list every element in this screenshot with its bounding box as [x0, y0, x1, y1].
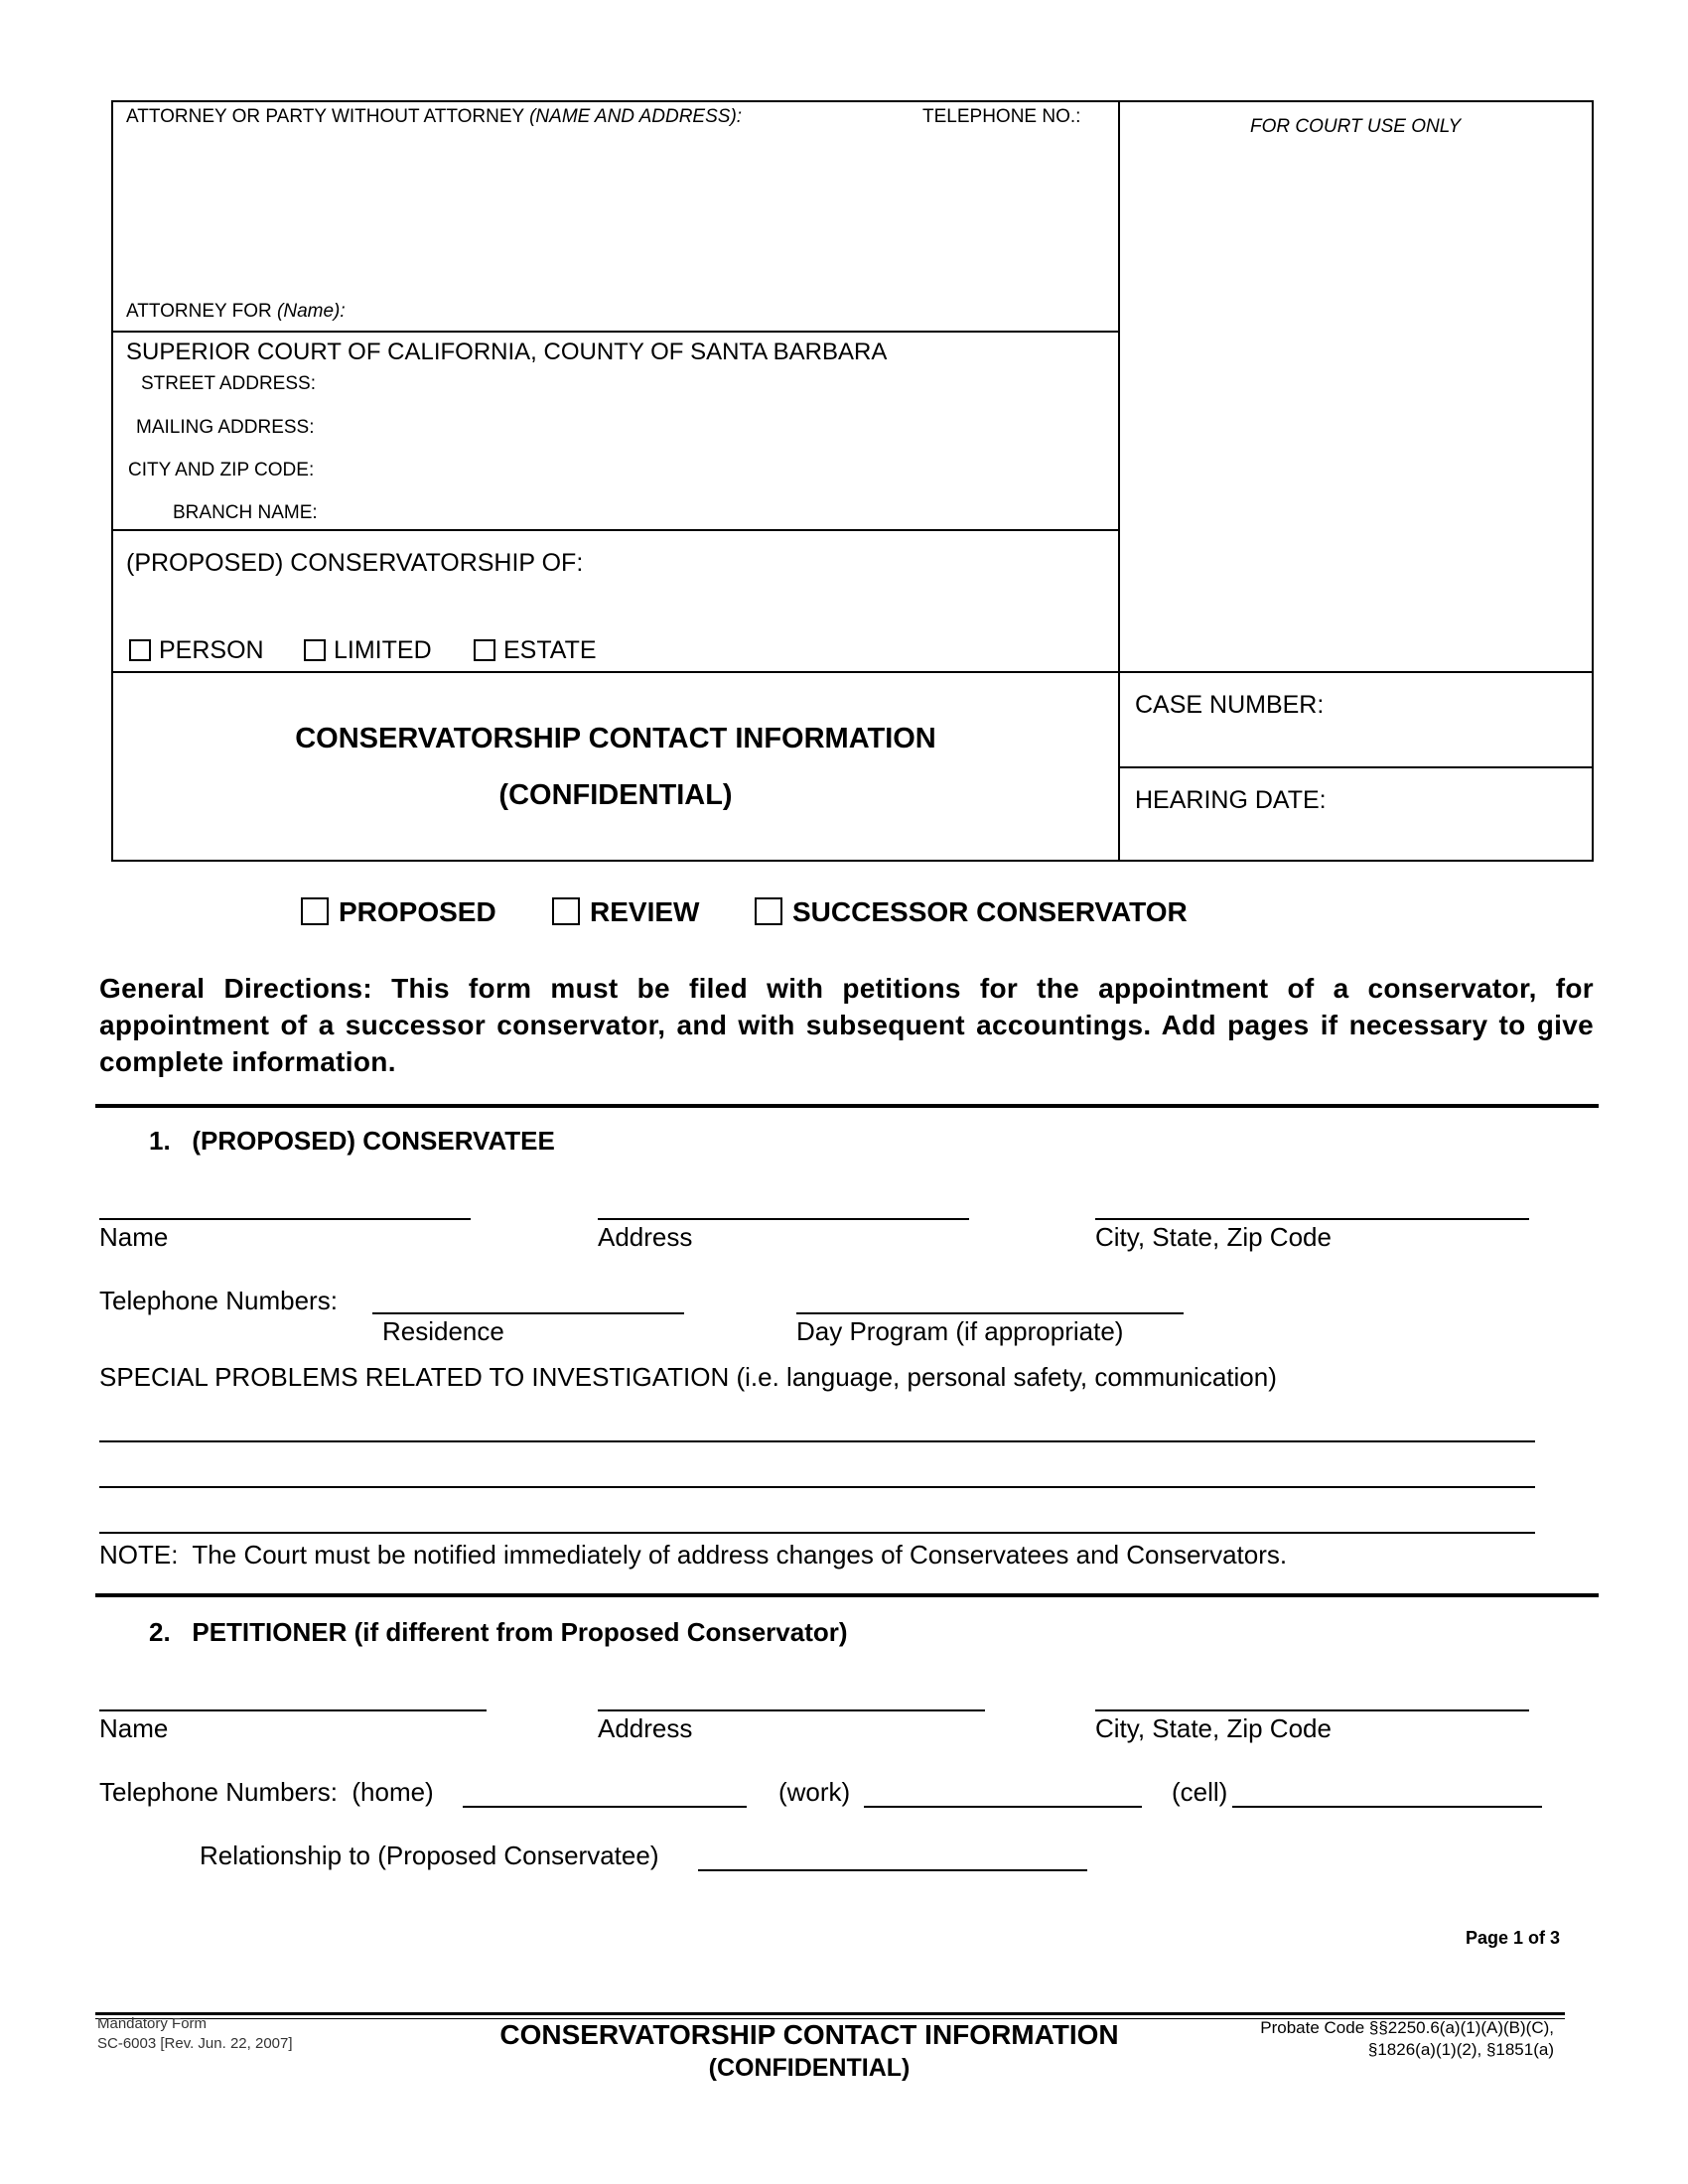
s2-city-label: City, State, Zip Code	[1095, 1713, 1332, 1743]
option-successor-box[interactable]	[755, 897, 782, 925]
checkbox-person-box[interactable]	[129, 639, 151, 661]
attorney-label	[126, 106, 742, 128]
hearing-date-label: HEARING DATE:	[1135, 786, 1327, 814]
street-address-label: STREET ADDRESS:	[141, 373, 316, 394]
footer-title-line1: CONSERVATORSHIP CONTACT INFORMATION	[499, 2019, 1119, 2050]
s1-name-line[interactable]	[99, 1218, 471, 1220]
option-proposed[interactable]	[301, 896, 496, 928]
telephone-label: TELEPHONE NO.:	[922, 106, 1081, 127]
s2-work-line[interactable]	[864, 1806, 1142, 1808]
title-box	[111, 671, 1120, 862]
probate-code-line1: Probate Code §§2250.6(a)(1)(A)(B)(C),	[1260, 2018, 1554, 2037]
case-number-label: CASE NUMBER:	[1135, 691, 1325, 719]
option-proposed-label: PROPOSED	[339, 896, 496, 927]
s1-special-line-3[interactable]	[99, 1532, 1535, 1534]
form-number: SC-6003 [Rev. Jun. 22, 2007]	[97, 2035, 293, 2052]
attorney-label-text: ATTORNEY OR PARTY WITHOUT ATTORNEY	[126, 106, 524, 127]
option-successor[interactable]	[755, 896, 1188, 928]
court-name: SUPERIOR COURT OF CALIFORNIA, COUNTY OF SANTA BARBARA	[126, 339, 888, 365]
option-review-box[interactable]	[552, 897, 580, 925]
checkbox-estate-label: ESTATE	[503, 636, 597, 664]
s2-telephone-label: Telephone Numbers: (home)	[99, 1777, 434, 1807]
s1-dayprogram-line[interactable]	[796, 1312, 1184, 1314]
mailing-address-label: MAILING ADDRESS:	[136, 417, 315, 438]
s2-home-line[interactable]	[463, 1806, 747, 1808]
checkbox-limited-label: LIMITED	[334, 636, 432, 664]
s1-address-label: Address	[598, 1222, 693, 1252]
s2-city-line[interactable]	[1095, 1709, 1529, 1711]
s1-dayprogram-label: Day Program (if appropriate)	[796, 1316, 1124, 1346]
s1-residence-label: Residence	[382, 1316, 504, 1346]
footer-rule-thick	[95, 2012, 1565, 2015]
probate-code-line2: §1826(a)(1)(2), §1851(a)	[1367, 2040, 1554, 2059]
s1-name-label: Name	[99, 1222, 169, 1252]
option-successor-label: SUCCESSOR CONSERVATOR	[792, 896, 1188, 927]
s1-city-line[interactable]	[1095, 1218, 1529, 1220]
conservatorship-of-label: (PROPOSED) CONSERVATORSHIP OF:	[126, 549, 584, 577]
case-number-box	[1118, 671, 1594, 768]
checkbox-limited-box[interactable]	[304, 639, 326, 661]
s1-residence-line[interactable]	[372, 1312, 684, 1314]
form-title-line2: (CONFIDENTIAL)	[498, 779, 733, 811]
s1-note: NOTE: The Court must be notified immediately of address changes of Conservatees and Conservators.	[99, 1540, 1288, 1570]
s2-relationship-line[interactable]	[698, 1869, 1087, 1871]
checkbox-person-label: PERSON	[159, 636, 264, 664]
mandatory-form-label: Mandatory Form	[97, 2015, 208, 2032]
checkbox-estate-box[interactable]	[474, 639, 495, 661]
page-number: Page 1 of 3	[1466, 1928, 1561, 1948]
city-zip-label: CITY AND ZIP CODE:	[128, 460, 315, 480]
s1-telephone-label: Telephone Numbers:	[99, 1286, 338, 1315]
s1-special-line-2[interactable]	[99, 1486, 1535, 1488]
option-proposed-box[interactable]	[301, 897, 329, 925]
court-use-label: FOR COURT USE ONLY	[1250, 116, 1462, 137]
s2-address-line[interactable]	[598, 1709, 985, 1711]
footer-title-line2: (CONFIDENTIAL)	[708, 2054, 911, 2082]
checkbox-estate[interactable]	[474, 636, 597, 665]
court-use-box	[1118, 100, 1594, 673]
divider-2	[95, 1593, 1599, 1597]
divider-1	[95, 1104, 1599, 1108]
checkbox-person[interactable]	[129, 636, 264, 665]
s1-city-label: City, State, Zip Code	[1095, 1222, 1332, 1252]
section1-heading: 1. (PROPOSED) CONSERVATEE	[149, 1126, 555, 1156]
attorney-label-italic: (NAME AND ADDRESS):	[529, 106, 743, 127]
attorney-for-label	[126, 301, 346, 323]
form-title-line1: CONSERVATORSHIP CONTACT INFORMATION	[295, 723, 936, 754]
s2-cell-line[interactable]	[1232, 1806, 1542, 1808]
checkbox-limited[interactable]	[304, 636, 432, 665]
general-directions: General Directions: This form must be filed with petitions for the appointment of a conservator, for appointment of a successor conservator, and with subsequent accountings. Add pages if necessary to give complete information.	[99, 973, 1594, 1077]
attorney-box	[111, 100, 1120, 333]
branch-name-label: BRANCH NAME:	[173, 502, 318, 523]
s1-special-line-1[interactable]	[99, 1440, 1535, 1442]
option-review[interactable]	[552, 896, 699, 928]
s2-address-label: Address	[598, 1713, 693, 1743]
attorney-for-text: ATTORNEY FOR	[126, 301, 272, 322]
s1-special-label: SPECIAL PROBLEMS RELATED TO INVESTIGATION (i.e. language, personal safety, communication)	[99, 1362, 1277, 1392]
option-review-label: REVIEW	[590, 896, 700, 927]
s2-relationship-label: Relationship to (Proposed Conservatee)	[200, 1841, 659, 1870]
s2-name-label: Name	[99, 1713, 169, 1743]
s2-name-line[interactable]	[99, 1709, 487, 1711]
s2-work-label: (work)	[778, 1777, 851, 1807]
attorney-for-italic: (Name):	[277, 301, 346, 322]
s1-address-line[interactable]	[598, 1218, 969, 1220]
section2-heading: 2. PETITIONER (if different from Proposed Conservator)	[149, 1617, 848, 1647]
s2-cell-label: (cell)	[1172, 1777, 1228, 1807]
